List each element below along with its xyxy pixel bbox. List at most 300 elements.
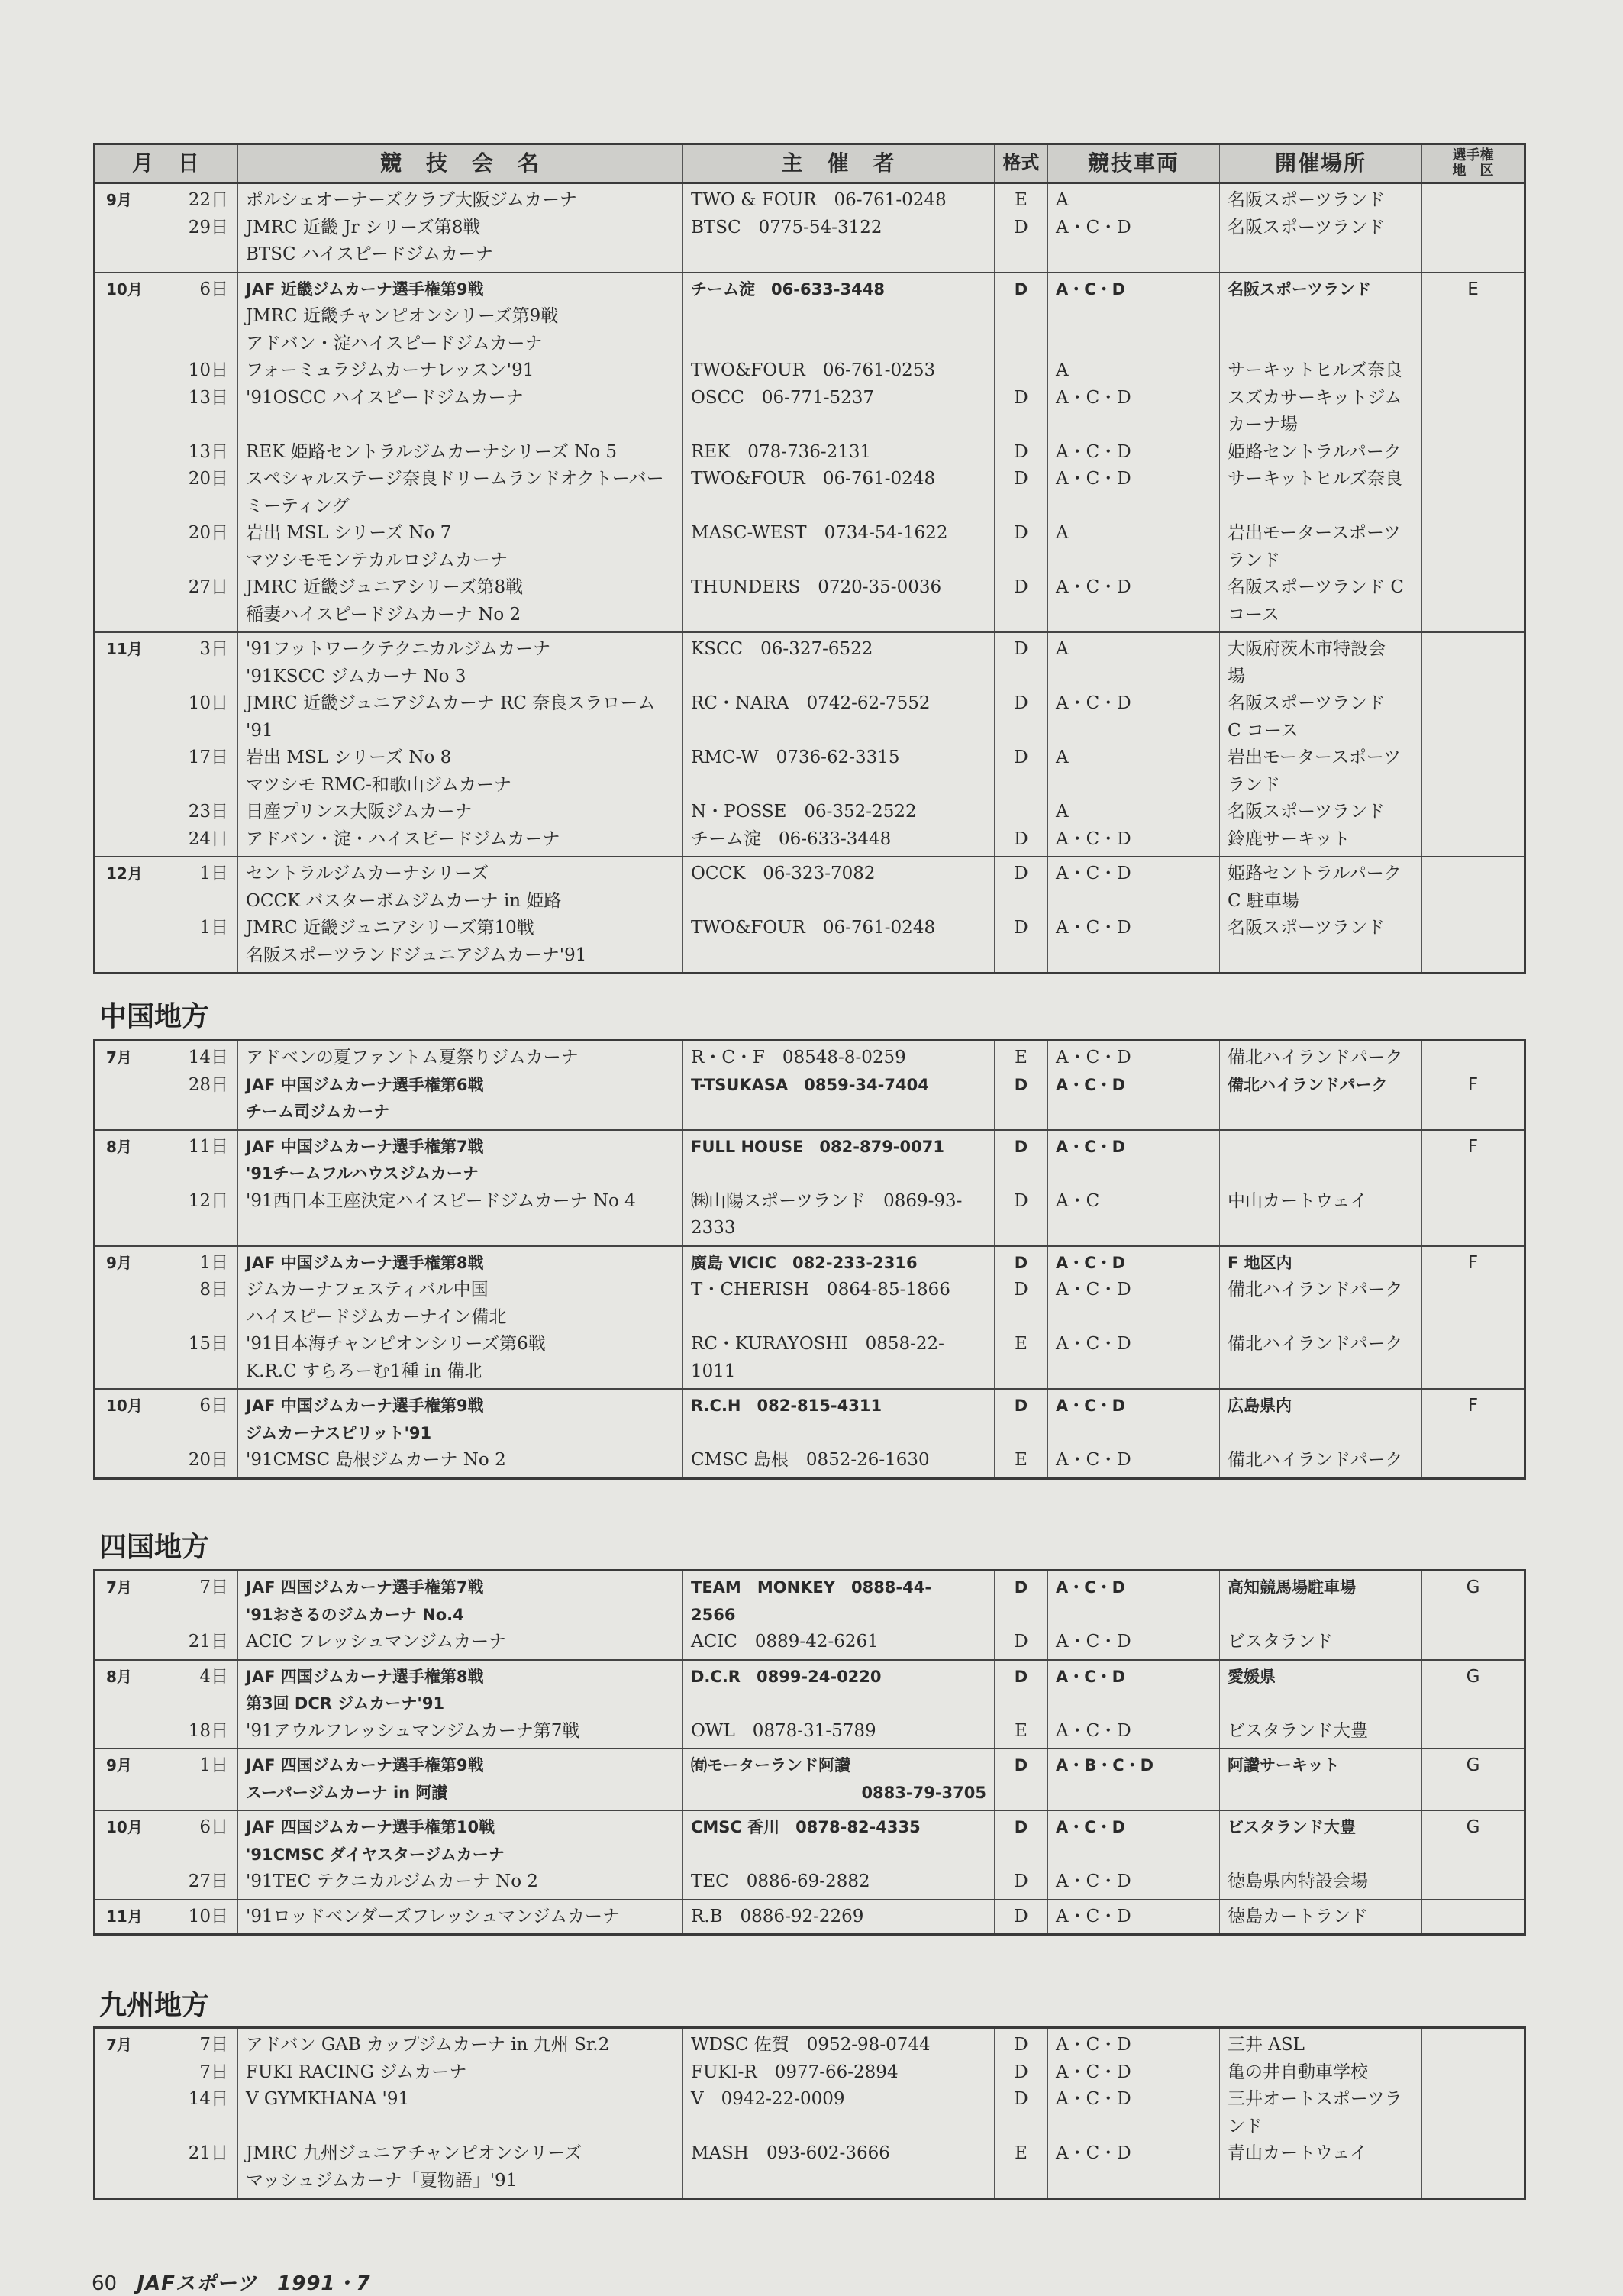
vehicles-cell: A・C・D — [1048, 466, 1220, 493]
venue-cell: コース — [1220, 602, 1422, 633]
event-name-cell — [238, 2114, 683, 2141]
table-row — [95, 1447, 1525, 1478]
event-name-cell: アドバン GAB カップジムカーナ in 九州 Sr.2 — [238, 2028, 683, 2059]
region-cell — [1422, 1358, 1525, 1390]
region-cell — [1422, 183, 1525, 215]
vehicles-cell — [1048, 1161, 1220, 1188]
venue-cell: 備北ハイランドパーク — [1220, 1447, 1422, 1478]
venue-cell: ビスタランド大豊 — [1220, 1718, 1422, 1749]
organizer-cell: V 0942-22-0009 — [683, 2086, 995, 2114]
format-cell — [995, 1161, 1048, 1188]
vehicles-cell: A・C・D — [1048, 273, 1220, 304]
format-cell: D — [995, 1660, 1048, 1691]
event-name-cell: '91おさるのジムカーナ No.4 — [238, 1602, 683, 1629]
format-cell: D — [995, 1900, 1048, 1935]
organizer-cell — [683, 2168, 995, 2199]
event-name-cell: ジムカーナスピリット'91 — [238, 1420, 683, 1448]
day-cell: 28日 — [150, 1072, 238, 1100]
vehicles-cell: A・C・D — [1048, 1900, 1220, 1935]
day-cell: 29日 — [150, 215, 238, 242]
vehicles-cell: A・C・D — [1048, 690, 1220, 718]
region-cell — [1422, 1868, 1525, 1900]
month-cell — [95, 602, 150, 633]
event-name-cell: スーパージムカーナ in 阿讃 — [238, 1780, 683, 1811]
format-cell: E — [995, 1718, 1048, 1749]
region-cell: G — [1422, 1810, 1525, 1842]
month-cell — [95, 2140, 150, 2168]
organizer-cell — [683, 241, 995, 273]
header-region-line1: 選手権 — [1452, 147, 1494, 163]
organizer-cell — [683, 1304, 995, 1332]
month-cell — [95, 744, 150, 772]
event-name-cell: JAF 四国ジムカーナ選手権第8戦 — [238, 1660, 683, 1691]
organizer-cell: KSCC 06-327-6522 — [683, 632, 995, 664]
format-cell: D — [995, 439, 1048, 467]
month-cell — [95, 331, 150, 358]
month-cell — [95, 1072, 150, 1100]
event-name-cell: セントラルジムカーナシリーズ — [238, 857, 683, 888]
format-cell: D — [995, 1868, 1048, 1900]
table-row — [95, 1842, 1525, 1869]
format-cell: D — [995, 1188, 1048, 1216]
event-name-cell: JMRC 近畿チャンピオンシリーズ第9戦 — [238, 303, 683, 331]
format-cell: E — [995, 1447, 1048, 1478]
day-cell — [150, 942, 238, 974]
vehicles-cell — [1048, 772, 1220, 799]
month-cell: 10月 — [95, 1810, 150, 1842]
format-cell: D — [995, 1277, 1048, 1304]
vehicles-cell: A・C・D — [1048, 915, 1220, 942]
format-cell: D — [995, 273, 1048, 304]
day-cell — [150, 772, 238, 799]
table-row — [95, 1718, 1525, 1749]
header-venue: 開催場所 — [1220, 144, 1422, 183]
format-cell — [995, 2168, 1048, 2199]
venue-cell: 名阪スポーツランド C — [1220, 574, 1422, 602]
vehicles-cell — [1048, 602, 1220, 633]
event-name-cell: JAF 四国ジムカーナ選手権第10戦 — [238, 1810, 683, 1842]
month-cell — [95, 303, 150, 331]
format-cell: D — [995, 2028, 1048, 2059]
event-name-cell — [238, 412, 683, 439]
organizer-cell — [683, 1161, 995, 1188]
table-row — [95, 602, 1525, 633]
event-name-cell: ジムカーナフェスティバル中国 — [238, 1277, 683, 1304]
table-row — [95, 1571, 1525, 1602]
table-row — [95, 547, 1525, 575]
day-cell: 6日 — [150, 1389, 238, 1420]
vehicles-cell: A・C・D — [1048, 826, 1220, 857]
day-cell: 18日 — [150, 1718, 238, 1749]
organizer-cell: 1011 — [683, 1358, 995, 1390]
day-cell: 7日 — [150, 2028, 238, 2059]
region-cell — [1422, 799, 1525, 826]
format-cell — [995, 241, 1048, 273]
table-row — [95, 1130, 1525, 1161]
organizer-cell: R.C.H 082-815-4311 — [683, 1389, 995, 1420]
day-cell: 1日 — [150, 1246, 238, 1277]
venue-cell: 亀の井自動車学校 — [1220, 2059, 1422, 2087]
event-name-cell: アドバン・淀・ハイスピードジムカーナ — [238, 826, 683, 857]
day-cell — [150, 303, 238, 331]
month-cell: 7月 — [95, 1041, 150, 1072]
venue-cell — [1220, 1215, 1422, 1246]
chugoku-schedule-table — [93, 1039, 1526, 1480]
vehicles-cell: A・C・D — [1048, 1629, 1220, 1660]
event-name-cell: JMRC 近畿ジュニアジムカーナ RC 奈良スラローム — [238, 690, 683, 718]
region-cell — [1422, 2059, 1525, 2087]
event-name-cell: JAF 四国ジムカーナ選手権第7戦 — [238, 1571, 683, 1602]
event-name-cell: マツシモモンテカルロジムカーナ — [238, 547, 683, 575]
format-cell — [995, 412, 1048, 439]
format-cell: D — [995, 1246, 1048, 1277]
region-cell: F — [1422, 1072, 1525, 1100]
region-cell: G — [1422, 1571, 1525, 1602]
venue-cell: ランド — [1220, 772, 1422, 799]
vehicles-cell: A — [1048, 357, 1220, 385]
day-cell — [150, 1420, 238, 1448]
organizer-cell: TEAM MONKEY 0888-44- — [683, 1571, 995, 1602]
region-cell — [1422, 2028, 1525, 2059]
table-row — [95, 357, 1525, 385]
section-title-shikoku: 四国地方 — [99, 1532, 210, 1563]
event-name-cell: '91チームフルハウスジムカーナ — [238, 1161, 683, 1188]
page-number: 60 — [92, 2272, 118, 2295]
month-cell — [95, 1161, 150, 1188]
format-cell — [995, 2114, 1048, 2141]
region-cell — [1422, 2140, 1525, 2168]
organizer-cell — [683, 493, 995, 521]
month-cell: 11月 — [95, 632, 150, 664]
table-row — [95, 1277, 1525, 1304]
vehicles-cell: A・C — [1048, 1188, 1220, 1216]
format-cell — [995, 331, 1048, 358]
vehicles-cell — [1048, 1842, 1220, 1869]
day-cell — [150, 241, 238, 273]
month-cell: 12月 — [95, 857, 150, 888]
month-cell — [95, 664, 150, 691]
vehicles-cell: A・B・C・D — [1048, 1749, 1220, 1780]
organizer-cell — [683, 664, 995, 691]
format-cell: E — [995, 2140, 1048, 2168]
region-cell — [1422, 1331, 1525, 1358]
event-name-cell: JMRC 近畿ジュニアシリーズ第8戦 — [238, 574, 683, 602]
region-cell — [1422, 1215, 1525, 1246]
table-row — [95, 1629, 1525, 1660]
day-cell: 7日 — [150, 1571, 238, 1602]
region-cell — [1422, 2086, 1525, 2114]
format-cell: D — [995, 1749, 1048, 1780]
chugoku-rows — [95, 1041, 1525, 1479]
event-name-cell: スペシャルステージ奈良ドリームランドオクトーバー — [238, 466, 683, 493]
table-row — [95, 1215, 1525, 1246]
format-cell: D — [995, 690, 1048, 718]
organizer-cell: 2566 — [683, 1602, 995, 1629]
venue-cell — [1220, 1358, 1422, 1390]
format-cell — [995, 1780, 1048, 1811]
vehicles-cell — [1048, 2168, 1220, 2199]
event-name-cell: JMRC 近畿 Jr シリーズ第8戦 — [238, 215, 683, 242]
format-cell: D — [995, 1629, 1048, 1660]
vehicles-cell: A・C・D — [1048, 2140, 1220, 2168]
table-row — [95, 2059, 1525, 2087]
day-cell: 21日 — [150, 2140, 238, 2168]
month-cell — [95, 1358, 150, 1390]
organizer-cell — [683, 888, 995, 915]
month-cell — [95, 690, 150, 718]
organizer-cell: TWO & FOUR 06-761-0248 — [683, 183, 995, 215]
month-cell — [95, 1099, 150, 1130]
format-cell — [995, 1420, 1048, 1448]
venue-cell — [1220, 493, 1422, 521]
day-cell — [150, 602, 238, 633]
format-cell: E — [995, 1041, 1048, 1072]
format-cell: E — [995, 183, 1048, 215]
day-cell: 27日 — [150, 1868, 238, 1900]
venue-cell: 名阪スポーツランド — [1220, 799, 1422, 826]
day-cell: 14日 — [150, 2086, 238, 2114]
vehicles-cell: A・C・D — [1048, 2086, 1220, 2114]
table-row — [95, 1246, 1525, 1277]
day-cell: 20日 — [150, 466, 238, 493]
header-format: 格式 — [995, 144, 1048, 183]
region-cell — [1422, 1420, 1525, 1448]
organizer-cell — [683, 718, 995, 745]
table-row — [95, 520, 1525, 547]
table-row — [95, 1072, 1525, 1100]
day-cell: 1日 — [150, 915, 238, 942]
region-cell — [1422, 718, 1525, 745]
vehicles-cell: A — [1048, 183, 1220, 215]
venue-cell — [1220, 241, 1422, 273]
event-name-cell: JAF 中国ジムカーナ選手権第9戦 — [238, 1389, 683, 1420]
format-cell: D — [995, 2059, 1048, 2087]
organizer-cell: THUNDERS 0720-35-0036 — [683, 574, 995, 602]
event-name-cell: 名阪スポーツランドジュニアジムカーナ'91 — [238, 942, 683, 974]
header-vehicles: 競技車両 — [1048, 144, 1220, 183]
format-cell — [995, 357, 1048, 385]
organizer-cell: MASH 093-602-3666 — [683, 2140, 995, 2168]
day-cell — [150, 331, 238, 358]
month-cell — [95, 1780, 150, 1811]
venue-cell: 徳島カートランド — [1220, 1900, 1422, 1935]
venue-cell: F 地区内 — [1220, 1246, 1422, 1277]
organizer-cell: TWO&FOUR 06-761-0248 — [683, 915, 995, 942]
table-row — [95, 2114, 1525, 2141]
month-cell — [95, 357, 150, 385]
day-cell: 7日 — [150, 2059, 238, 2087]
vehicles-cell: A・C・D — [1048, 385, 1220, 412]
format-cell: D — [995, 520, 1048, 547]
month-cell — [95, 412, 150, 439]
region-cell — [1422, 412, 1525, 439]
table-row — [95, 303, 1525, 331]
month-cell — [95, 1691, 150, 1718]
vehicles-cell — [1048, 1691, 1220, 1718]
organizer-cell — [683, 1420, 995, 1448]
vehicles-cell — [1048, 1358, 1220, 1390]
shikoku-schedule-table — [93, 1569, 1526, 1936]
venue-cell — [1220, 1161, 1422, 1188]
table-row — [95, 826, 1525, 857]
month-cell — [95, 466, 150, 493]
vehicles-cell — [1048, 1602, 1220, 1629]
table-row — [95, 466, 1525, 493]
format-cell — [995, 602, 1048, 633]
month-cell — [95, 1304, 150, 1332]
month-cell — [95, 1277, 150, 1304]
table-row — [95, 744, 1525, 772]
region-cell — [1422, 574, 1525, 602]
vehicles-cell — [1048, 303, 1220, 331]
vehicles-cell: A・C・D — [1048, 1868, 1220, 1900]
month-cell — [95, 547, 150, 575]
day-cell: 24日 — [150, 826, 238, 857]
day-cell — [150, 1099, 238, 1130]
event-name-cell: 岩出 MSL シリーズ No 7 — [238, 520, 683, 547]
organizer-cell: WDSC 佐賀 0952-98-0744 — [683, 2028, 995, 2059]
month-cell — [95, 1215, 150, 1246]
event-name-cell: JAF 中国ジムカーナ選手権第7戦 — [238, 1130, 683, 1161]
day-cell: 13日 — [150, 439, 238, 467]
organizer-cell — [683, 303, 995, 331]
vehicles-cell — [1048, 942, 1220, 974]
organizer-cell: T・CHERISH 0864-85-1866 — [683, 1277, 995, 1304]
day-cell: 6日 — [150, 1810, 238, 1842]
table-row — [95, 439, 1525, 467]
month-cell: 7月 — [95, 2028, 150, 2059]
organizer-cell: CMSC 香川 0878-82-4335 — [683, 1810, 995, 1842]
event-name-cell: マッシュジムカーナ「夏物語」'91 — [238, 2168, 683, 2199]
organizer-cell: TWO&FOUR 06-761-0248 — [683, 466, 995, 493]
format-cell — [995, 1842, 1048, 1869]
organizer-cell: R・C・F 08548-8-0259 — [683, 1041, 995, 1072]
venue-cell: 名阪スポーツランド — [1220, 215, 1422, 242]
event-name-cell: '91日本海チャンピオンシリーズ第6戦 — [238, 1331, 683, 1358]
event-name-cell: アドベンの夏ファントム夏祭りジムカーナ — [238, 1041, 683, 1072]
table-row — [95, 1749, 1525, 1780]
month-cell — [95, 493, 150, 521]
day-cell — [150, 1602, 238, 1629]
venue-cell: 備北ハイランドパーク — [1220, 1072, 1422, 1100]
venue-cell — [1220, 1099, 1422, 1130]
organizer-cell: OSCC 06-771-5237 — [683, 385, 995, 412]
organizer-cell: ㈲モーターランド阿讃 — [683, 1749, 995, 1780]
organizer-cell: FUKI-R 0977-66-2894 — [683, 2059, 995, 2087]
month-cell: 7月 — [95, 1571, 150, 1602]
event-name-cell: マツシモ RMC-和歌山ジムカーナ — [238, 772, 683, 799]
month-cell — [95, 1602, 150, 1629]
table-row — [95, 915, 1525, 942]
month-cell: 8月 — [95, 1130, 150, 1161]
region-cell — [1422, 1447, 1525, 1478]
table-row — [95, 2028, 1525, 2059]
day-cell: 27日 — [150, 574, 238, 602]
table-row — [95, 1188, 1525, 1216]
vehicles-cell: A・C・D — [1048, 1571, 1220, 1602]
month-cell — [95, 385, 150, 412]
day-cell — [150, 664, 238, 691]
month-cell — [95, 888, 150, 915]
event-name-cell: '91アウルフレッシュマンジムカーナ第7戦 — [238, 1718, 683, 1749]
day-cell: 3日 — [150, 632, 238, 664]
region-cell — [1422, 547, 1525, 575]
region-cell — [1422, 1602, 1525, 1629]
event-name-cell: JAF 中国ジムカーナ選手権第8戦 — [238, 1246, 683, 1277]
month-cell: 10月 — [95, 1389, 150, 1420]
vehicles-cell: A・C・D — [1048, 1277, 1220, 1304]
region-cell — [1422, 690, 1525, 718]
venue-cell: 名阪スポーツランド — [1220, 273, 1422, 304]
event-name-cell: JAF 中国ジムカーナ選手権第6戦 — [238, 1072, 683, 1100]
format-cell — [995, 718, 1048, 745]
event-name-cell: '91ロッドベンダーズフレッシュマンジムカーナ — [238, 1900, 683, 1935]
day-cell: 10日 — [150, 357, 238, 385]
event-name-cell: JAF 四国ジムカーナ選手権第9戦 — [238, 1749, 683, 1780]
organizer-cell: 0883-79-3705 — [683, 1780, 995, 1811]
day-cell: 13日 — [150, 385, 238, 412]
event-name-cell: '91TEC テクニカルジムカーナ No 2 — [238, 1868, 683, 1900]
table-row — [95, 942, 1525, 974]
organizer-cell: OCCK 06-323-7082 — [683, 857, 995, 888]
format-cell: D — [995, 2086, 1048, 2114]
day-cell — [150, 1161, 238, 1188]
vehicles-cell: A — [1048, 632, 1220, 664]
month-cell — [95, 1718, 150, 1749]
vehicles-cell — [1048, 331, 1220, 358]
month-cell: 9月 — [95, 1749, 150, 1780]
region-cell — [1422, 1099, 1525, 1130]
day-cell: 6日 — [150, 273, 238, 304]
vehicles-cell: A・C・D — [1048, 1389, 1220, 1420]
day-cell: 1日 — [150, 857, 238, 888]
venue-cell: ビスタランド大豊 — [1220, 1810, 1422, 1842]
organizer-cell: MASC-WEST 0734-54-1622 — [683, 520, 995, 547]
venue-cell: 名阪スポーツランド — [1220, 915, 1422, 942]
organizer-cell: TWO&FOUR 06-761-0253 — [683, 357, 995, 385]
venue-cell: 三井オートスポーツラ — [1220, 2086, 1422, 2114]
format-cell — [995, 1691, 1048, 1718]
organizer-cell — [683, 1691, 995, 1718]
venue-cell — [1220, 1304, 1422, 1332]
vehicles-cell — [1048, 1420, 1220, 1448]
venue-cell — [1220, 303, 1422, 331]
vehicles-cell — [1048, 1780, 1220, 1811]
region-cell: F — [1422, 1389, 1525, 1420]
month-cell — [95, 1447, 150, 1478]
vehicles-cell: A・C・D — [1048, 1447, 1220, 1478]
vehicles-cell: A・C・D — [1048, 2059, 1220, 2087]
table-row — [95, 1099, 1525, 1130]
vehicles-cell — [1048, 241, 1220, 273]
vehicles-cell: A・C・D — [1048, 1041, 1220, 1072]
table-row — [95, 574, 1525, 602]
venue-cell: 名阪スポーツランド — [1220, 183, 1422, 215]
vehicles-cell: A・C・D — [1048, 574, 1220, 602]
day-cell: 11日 — [150, 1130, 238, 1161]
vehicles-cell — [1048, 1215, 1220, 1246]
vehicles-cell: A・C・D — [1048, 1718, 1220, 1749]
day-cell: 21日 — [150, 1629, 238, 1660]
region-cell — [1422, 2114, 1525, 2141]
day-cell — [150, 1691, 238, 1718]
venue-cell: 姫路セントラルパーク — [1220, 439, 1422, 467]
event-name-cell: 日産プリンス大阪ジムカーナ — [238, 799, 683, 826]
region-cell — [1422, 602, 1525, 633]
organizer-cell: TEC 0886-69-2882 — [683, 1868, 995, 1900]
table-row — [95, 2168, 1525, 2199]
region-cell — [1422, 664, 1525, 691]
